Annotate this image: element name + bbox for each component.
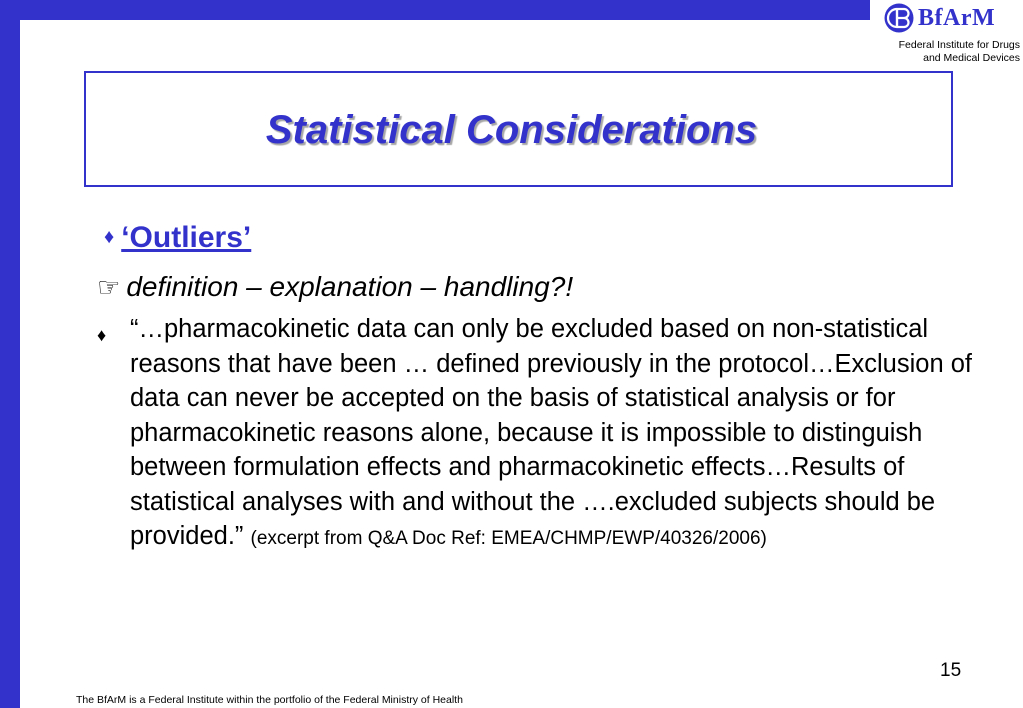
bullet-quote [130, 312, 990, 557]
bullet-outliers [104, 215, 251, 260]
institute-name [899, 39, 1020, 65]
bullet-definition-text: definition – explanation – handling?! [126, 271, 574, 302]
institute-line-2: and Medical Devices [923, 52, 1020, 64]
diamond-bullet-icon: ♦ [104, 226, 115, 248]
footer-text: The BfArM is a Federal Institute within the portfolio of the Federal Ministry of Health [76, 694, 463, 706]
pointing-hand-icon: ☞ [97, 272, 121, 302]
page-number: 15 [940, 660, 962, 681]
quote-source: (excerpt from Q&A Doc Ref: EMEA/CHMP/EWP/40326/2006) [250, 528, 767, 549]
bullet-definition [97, 265, 573, 309]
institute-line-1: Federal Institute for Drugs [898, 39, 1020, 51]
slide-title: Statistical Considerations [265, 108, 758, 152]
diamond-bullet-icon: ♦ [97, 325, 107, 345]
logo-wordmark: BfArM [918, 5, 996, 31]
bfarm-emblem-icon [884, 3, 914, 33]
quote-text: “…pharmacokinetic data can only be excluded based on non-statistical reasons that have been … defined previously in the protocol…Exclusion of data can never be accepted on the basis of statistical analysis or for pharmacokinetic reasons alone, because it is impossible to distinguish between formulation effects and pharmacokinetic effects…Results of statistical analyses with and without the ….excluded subjects should be provided.” [130, 315, 972, 550]
bfarm-logo [884, 3, 1020, 33]
bullet-outliers-text: ‘Outliers’ [121, 221, 252, 254]
